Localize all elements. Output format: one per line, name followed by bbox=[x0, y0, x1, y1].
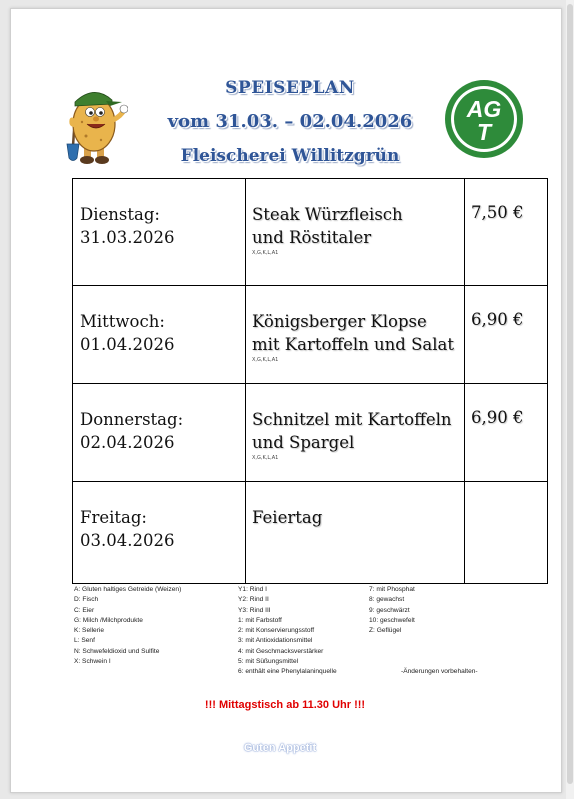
legend-item: L: Senf bbox=[74, 637, 95, 645]
logo-text-t: T bbox=[476, 119, 492, 145]
day-name: Donnerstag: bbox=[80, 410, 184, 429]
lunch-time-notice: !!! Mittagstisch ab 11.30 Uhr !!! bbox=[204, 699, 366, 711]
legend-item: 8: gewachst bbox=[369, 596, 405, 604]
dish-cell bbox=[246, 384, 464, 454]
legend-item: C: Eier bbox=[74, 606, 95, 614]
legend-item: D: Fisch bbox=[74, 596, 99, 604]
allergen-codes: X,G,K,L,A1 bbox=[252, 250, 279, 256]
potato-mascot-icon bbox=[66, 80, 128, 166]
dish-line-1: Steak Würzfleisch bbox=[252, 205, 403, 224]
menu-row bbox=[73, 384, 548, 482]
legend-item: A: Gluten haltiges Getreide (Weizen) bbox=[74, 586, 182, 593]
legend-item: 3: mit Antioxidationsmittel bbox=[238, 637, 313, 645]
scrollbar-thumb[interactable] bbox=[567, 4, 573, 784]
day-cell bbox=[73, 286, 245, 356]
legend-item: Y2: Rind II bbox=[238, 596, 269, 604]
dish-cell bbox=[246, 482, 464, 529]
day-name: Freitag: bbox=[80, 508, 147, 527]
dish-line-2: und Spargel bbox=[252, 433, 355, 452]
closing-greeting: Guten Appetit bbox=[243, 742, 317, 754]
dish-line-1: Feiertag bbox=[252, 508, 323, 527]
day-date: 03.04.2026 bbox=[80, 531, 175, 550]
day-cell bbox=[73, 384, 245, 454]
legend-item: 4: mit Geschmacksverstärker bbox=[238, 647, 324, 655]
legend-item: 9: geschwärzt bbox=[369, 606, 410, 614]
price: 6,90 € bbox=[471, 408, 524, 427]
day-name: Mittwoch: bbox=[80, 312, 165, 331]
allergen-legend-column-2 bbox=[238, 585, 337, 678]
legend-item: 2: mit Konservierungsstoff bbox=[238, 627, 315, 635]
allergen-codes bbox=[246, 529, 464, 530]
legend-item: Z: Geflügel bbox=[369, 627, 402, 635]
legend-item: 6: enthält eine Phenylalaninquelle bbox=[238, 668, 337, 676]
legend-item: 10: geschwefelt bbox=[369, 616, 415, 624]
menu-row bbox=[73, 286, 548, 384]
price: 7,50 € bbox=[471, 203, 524, 222]
dish-line-1: Königsberger Klopse bbox=[252, 312, 427, 331]
menu-period: vom 31.03. – 02.04.2026 bbox=[167, 111, 413, 132]
allergen-legend-column-1 bbox=[74, 585, 181, 667]
menu-title: SPEISEPLAN bbox=[225, 78, 355, 98]
allergen-legend-column-3 bbox=[369, 585, 415, 636]
day-cell bbox=[73, 179, 245, 249]
legend-item: K: Sellerie bbox=[74, 627, 105, 635]
business-name: Fleischerei Willitzgrün bbox=[180, 146, 400, 166]
legend-item: N: Schwefeldioxid und Sulfite bbox=[74, 647, 160, 655]
changes-reserved-note: -Änderungen vorbehalten- bbox=[401, 668, 478, 675]
legend-item: 1: mit Farbstoff bbox=[238, 616, 282, 624]
dish-line-2: mit Kartoffeln und Salat bbox=[252, 335, 454, 354]
menu-row bbox=[73, 179, 548, 286]
legend-item: Y3: Rind III bbox=[238, 606, 271, 614]
price bbox=[465, 482, 547, 504]
menu-table bbox=[72, 178, 548, 584]
dish-line-1: Schnitzel mit Kartoffeln bbox=[252, 410, 452, 429]
day-name: Dienstag: bbox=[80, 205, 160, 224]
logo-text-ag: AG bbox=[466, 96, 502, 122]
day-date: 31.03.2026 bbox=[80, 228, 175, 247]
legend-item: 7: mit Phosphat bbox=[369, 586, 415, 593]
dish-line-2: und Röstitaler bbox=[252, 228, 372, 247]
price: 6,90 € bbox=[471, 310, 524, 329]
legend-item: Y1: Rind I bbox=[238, 586, 267, 593]
vertical-scrollbar[interactable] bbox=[566, 0, 574, 799]
legend-item: G: Milch /Milchprodukte bbox=[74, 616, 143, 624]
day-date: 01.04.2026 bbox=[80, 335, 175, 354]
dish-cell bbox=[246, 179, 464, 249]
allergen-codes: X,G,K,L,A1 bbox=[252, 455, 279, 461]
legend-item: X: Schwein I bbox=[74, 658, 111, 666]
menu-row bbox=[73, 482, 548, 584]
dish-cell bbox=[246, 286, 464, 356]
agt-logo bbox=[443, 78, 525, 160]
legend-item: 5: mit Süßungsmittel bbox=[238, 658, 299, 666]
day-cell bbox=[73, 482, 245, 552]
day-date: 02.04.2026 bbox=[80, 433, 175, 452]
allergen-codes: X,G,K,L,A1 bbox=[252, 357, 279, 363]
